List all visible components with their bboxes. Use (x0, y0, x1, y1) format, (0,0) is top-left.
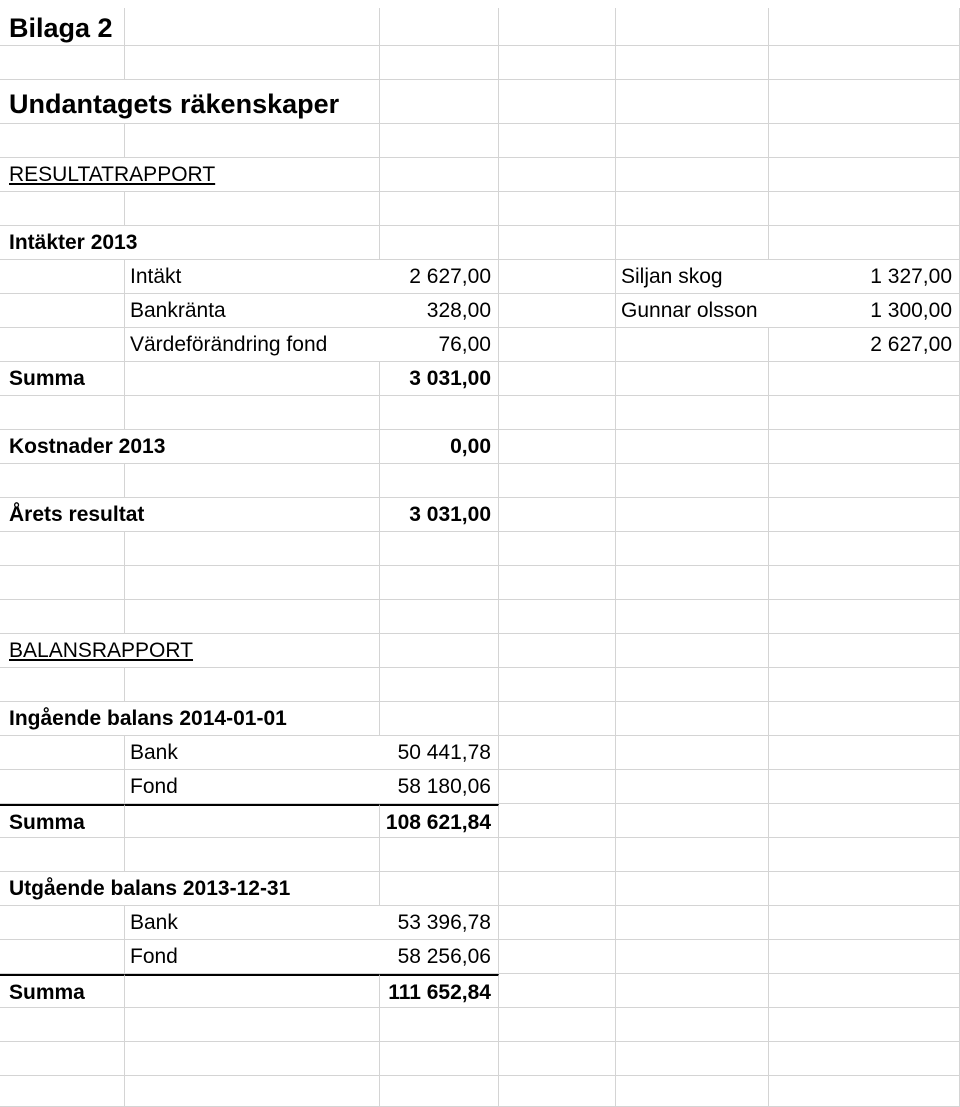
cell[interactable] (499, 634, 616, 668)
cell[interactable] (0, 1008, 125, 1042)
cell[interactable] (769, 1042, 960, 1076)
cell[interactable] (125, 1008, 380, 1042)
cell[interactable] (769, 362, 960, 396)
row-empty (0, 668, 960, 702)
cell[interactable] (125, 80, 380, 124)
cell[interactable] (616, 158, 769, 192)
cell[interactable] (0, 192, 125, 226)
cell[interactable] (125, 328, 380, 362)
cell[interactable] (499, 770, 616, 804)
cell[interactable] (616, 192, 769, 226)
cell[interactable] (380, 702, 499, 736)
row-utgaende-bank (0, 906, 960, 940)
cell[interactable] (380, 1076, 499, 1107)
cell[interactable] (0, 634, 194, 668)
cell[interactable] (0, 80, 340, 124)
cell[interactable] (499, 838, 616, 872)
cell[interactable] (380, 600, 499, 634)
arets-resultat-value: 3 031,00 (409, 503, 491, 526)
cell[interactable] (380, 294, 499, 328)
cell[interactable] (769, 600, 960, 634)
cell[interactable] (0, 838, 125, 872)
cell[interactable] (125, 770, 380, 804)
cell[interactable] (380, 464, 499, 498)
row-resultat-heading (0, 158, 960, 192)
cell[interactable] (0, 770, 125, 804)
cell[interactable] (0, 872, 291, 906)
cell[interactable] (499, 294, 616, 328)
cell[interactable] (499, 872, 616, 906)
cell[interactable] (499, 328, 616, 362)
cell[interactable] (380, 532, 499, 566)
cell[interactable] (0, 328, 125, 362)
cell[interactable] (616, 940, 769, 974)
cell[interactable] (0, 124, 125, 158)
cell[interactable] (499, 464, 616, 498)
cell[interactable] (616, 46, 769, 80)
row-subtitle (0, 80, 960, 119)
cell[interactable] (380, 906, 499, 940)
cell[interactable] (125, 804, 380, 838)
row-ingaende-fond (0, 770, 960, 804)
cell[interactable] (125, 430, 380, 464)
cell[interactable] (499, 974, 616, 1008)
cell[interactable] (380, 328, 499, 362)
cell[interactable] (380, 736, 499, 770)
cell[interactable] (0, 158, 216, 192)
ingaende-summa-value: 108 621,84 (385, 811, 491, 834)
cell[interactable] (125, 838, 380, 872)
cell[interactable] (769, 396, 960, 430)
balansrapport-heading: BALANSRAPPORT (9, 639, 194, 662)
cell[interactable] (0, 260, 125, 294)
cell[interactable] (499, 498, 616, 532)
side-label: Siljan skog (621, 265, 723, 288)
row-utgaende-heading (0, 872, 960, 906)
row-ingaende-summa (0, 804, 960, 838)
cell[interactable] (380, 872, 499, 906)
cell[interactable] (380, 1008, 499, 1042)
document-title: Bilaga 2 (9, 13, 113, 43)
cell[interactable] (125, 1076, 380, 1107)
document-subtitle: Undantagets räkenskaper (9, 89, 340, 119)
cell[interactable] (0, 362, 125, 396)
intakter-heading: Intäkter 2013 (9, 231, 138, 254)
utgaende-fond-label: Fond (130, 945, 178, 968)
cell[interactable] (125, 124, 380, 158)
row-summa (0, 362, 960, 396)
cell[interactable] (769, 158, 960, 192)
cell[interactable] (380, 192, 499, 226)
cell[interactable] (616, 8, 769, 46)
cell[interactable] (499, 260, 616, 294)
cell[interactable] (769, 838, 960, 872)
cell[interactable] (616, 668, 769, 702)
cell[interactable] (769, 668, 960, 702)
row-arets-resultat (0, 498, 960, 532)
row-ingaende-bank (0, 736, 960, 770)
ingaende-fond-label: Fond (130, 775, 178, 798)
cell[interactable] (0, 974, 125, 1008)
cell[interactable] (0, 498, 145, 532)
cell[interactable] (0, 600, 125, 634)
cell[interactable] (125, 260, 380, 294)
cell[interactable] (616, 464, 769, 498)
cell[interactable] (499, 1076, 616, 1107)
cell[interactable] (769, 804, 960, 838)
cell[interactable] (125, 294, 380, 328)
cell[interactable] (380, 8, 499, 46)
cell[interactable] (125, 940, 380, 974)
cell[interactable] (0, 430, 166, 464)
cell[interactable] (616, 80, 769, 124)
cell[interactable] (125, 566, 380, 600)
cell[interactable] (616, 498, 769, 532)
cell[interactable] (769, 260, 960, 294)
cell[interactable] (125, 872, 380, 906)
utgaende-fond-value: 58 256,06 (397, 945, 491, 968)
cell[interactable] (380, 770, 499, 804)
cell[interactable] (380, 634, 499, 668)
cell[interactable] (616, 634, 769, 668)
cell[interactable] (0, 566, 125, 600)
cell[interactable] (616, 974, 769, 1008)
row-empty (0, 532, 960, 566)
cell[interactable] (380, 158, 499, 192)
cell[interactable] (616, 328, 769, 362)
row-ingaende-heading (0, 702, 960, 736)
cell[interactable] (616, 702, 769, 736)
cell[interactable] (499, 430, 616, 464)
cell[interactable] (0, 668, 125, 702)
cell[interactable] (125, 158, 380, 192)
cell[interactable] (380, 668, 499, 702)
cell[interactable] (499, 46, 616, 80)
cell[interactable] (125, 906, 380, 940)
cell[interactable] (499, 736, 616, 770)
cell[interactable] (769, 124, 960, 158)
side-value: 1 327,00 (870, 265, 952, 288)
cell[interactable] (616, 362, 769, 396)
resultatrapport-heading: RESULTATRAPPORT (9, 163, 216, 186)
cell[interactable] (380, 362, 499, 396)
row-empty (0, 464, 960, 498)
ingaende-heading: Ingående balans 2014-01-01 (9, 707, 287, 730)
cell[interactable] (499, 702, 616, 736)
cell[interactable] (125, 668, 380, 702)
row-empty (0, 1042, 960, 1076)
cell[interactable] (499, 80, 616, 124)
cell[interactable] (499, 804, 616, 838)
cell[interactable] (616, 226, 769, 260)
cell[interactable] (125, 600, 380, 634)
cell[interactable] (0, 1076, 125, 1107)
row-title (0, 8, 960, 42)
cell[interactable] (616, 396, 769, 430)
cell[interactable] (125, 362, 380, 396)
row-kostnader (0, 430, 960, 464)
row-vardeforandring (0, 328, 960, 362)
cell[interactable] (0, 8, 125, 46)
cell[interactable] (616, 600, 769, 634)
cell[interactable] (380, 260, 499, 294)
utgaende-bank-label: Bank (130, 911, 178, 934)
utgaende-bank-value: 53 396,78 (397, 911, 491, 934)
summa-value: 3 031,00 (409, 367, 491, 390)
cell[interactable] (769, 974, 960, 1008)
cell[interactable] (769, 566, 960, 600)
row-empty (0, 1076, 960, 1107)
cell[interactable] (769, 464, 960, 498)
cell[interactable] (125, 498, 380, 532)
cell[interactable] (769, 1008, 960, 1042)
cell[interactable] (0, 46, 125, 80)
row-utgaende-fond (0, 940, 960, 974)
row-empty (0, 600, 960, 634)
ingaende-fond-value: 58 180,06 (397, 775, 491, 798)
row-empty (0, 838, 960, 872)
cell[interactable] (125, 192, 380, 226)
cell[interactable] (380, 940, 499, 974)
cell[interactable] (380, 838, 499, 872)
cell[interactable] (380, 566, 499, 600)
cell[interactable] (125, 974, 380, 1008)
cell[interactable] (380, 80, 499, 124)
cell[interactable] (499, 668, 616, 702)
cell[interactable] (499, 1042, 616, 1076)
intakt-label: Intäkt (130, 265, 182, 288)
cell[interactable] (616, 532, 769, 566)
cell[interactable] (616, 566, 769, 600)
cell[interactable] (499, 1008, 616, 1042)
cell[interactable] (616, 294, 769, 328)
cell[interactable] (499, 566, 616, 600)
cell[interactable] (0, 532, 125, 566)
cell[interactable] (0, 804, 125, 838)
cell[interactable] (0, 1042, 125, 1076)
row-utgaende-summa (0, 974, 960, 1008)
bankranta-label: Bankränta (130, 299, 226, 322)
cell[interactable] (380, 430, 499, 464)
cell[interactable] (769, 226, 960, 260)
ingaende-bank-label: Bank (130, 741, 178, 764)
cell[interactable] (499, 532, 616, 566)
cell[interactable] (0, 464, 125, 498)
cell[interactable] (499, 396, 616, 430)
cell[interactable] (769, 80, 960, 124)
cell[interactable] (769, 532, 960, 566)
cell[interactable] (616, 872, 769, 906)
cell[interactable] (769, 634, 960, 668)
cell[interactable] (125, 634, 380, 668)
cell[interactable] (616, 430, 769, 464)
cell[interactable] (499, 362, 616, 396)
row-empty (0, 192, 960, 226)
vardeforandring-value: 76,00 (438, 333, 491, 356)
cell[interactable] (769, 872, 960, 906)
cell[interactable] (769, 192, 960, 226)
cell[interactable] (499, 226, 616, 260)
cell[interactable] (0, 940, 125, 974)
cell[interactable] (769, 8, 960, 46)
cell[interactable] (125, 532, 380, 566)
cell[interactable] (499, 600, 616, 634)
cell[interactable] (616, 770, 769, 804)
cell[interactable] (616, 1076, 769, 1107)
cell[interactable] (769, 328, 960, 362)
cell[interactable] (616, 124, 769, 158)
kostnader-label: Kostnader 2013 (9, 435, 166, 458)
row-intakt (0, 260, 960, 294)
cell[interactable] (616, 804, 769, 838)
cell[interactable] (769, 702, 960, 736)
side-total-value: 2 627,00 (870, 333, 952, 356)
arets-resultat-label: Årets resultat (9, 503, 145, 526)
cell[interactable] (380, 1042, 499, 1076)
cell[interactable] (769, 736, 960, 770)
cell[interactable] (125, 396, 380, 430)
cell[interactable] (769, 940, 960, 974)
cell[interactable] (380, 498, 499, 532)
cell[interactable] (499, 192, 616, 226)
cell[interactable] (616, 736, 769, 770)
utgaende-summa-label: Summa (9, 981, 85, 1004)
cell[interactable] (616, 838, 769, 872)
row-empty (0, 1008, 960, 1042)
cell[interactable] (499, 158, 616, 192)
cell[interactable] (125, 736, 380, 770)
summa-label: Summa (9, 367, 85, 390)
side-label: Gunnar olsson (621, 299, 758, 322)
cell[interactable] (380, 46, 499, 80)
bankranta-value: 328,00 (426, 299, 491, 322)
cell[interactable] (0, 906, 125, 940)
cell[interactable] (616, 260, 769, 294)
cell[interactable] (769, 294, 960, 328)
cell[interactable] (0, 226, 138, 260)
cell[interactable] (769, 498, 960, 532)
row-empty (0, 46, 960, 80)
cell[interactable] (125, 226, 380, 260)
utgaende-summa-value: 111 652,84 (388, 981, 491, 1004)
ingaende-bank-value: 50 441,78 (397, 741, 491, 764)
ingaende-summa-label: Summa (9, 811, 85, 834)
vardeforandring-label: Värdeförändring fond (130, 333, 328, 356)
side-value: 1 300,00 (870, 299, 952, 322)
row-empty (0, 124, 960, 158)
kostnader-value: 0,00 (450, 435, 491, 458)
cell[interactable] (769, 770, 960, 804)
cell[interactable] (499, 940, 616, 974)
row-balans-heading (0, 634, 960, 668)
row-intakter-heading (0, 226, 960, 260)
cell[interactable] (125, 46, 380, 80)
cell[interactable] (616, 1042, 769, 1076)
cell[interactable] (499, 8, 616, 46)
cell[interactable] (769, 46, 960, 80)
cell[interactable] (616, 906, 769, 940)
cell[interactable] (0, 396, 125, 430)
cell[interactable] (380, 974, 499, 1008)
cell[interactable] (380, 226, 499, 260)
cell[interactable] (0, 736, 125, 770)
cell[interactable] (0, 702, 287, 736)
cell[interactable] (616, 1008, 769, 1042)
cell[interactable] (769, 906, 960, 940)
cell[interactable] (769, 1076, 960, 1107)
row-bankranta (0, 294, 960, 328)
row-empty (0, 566, 960, 600)
cell[interactable] (125, 464, 380, 498)
row-empty (0, 396, 960, 430)
cell[interactable] (125, 8, 380, 46)
cell[interactable] (125, 702, 380, 736)
cell[interactable] (499, 124, 616, 158)
intakt-value: 2 627,00 (409, 265, 491, 288)
cell[interactable] (380, 396, 499, 430)
utgaende-heading: Utgående balans 2013-12-31 (9, 877, 291, 900)
cell[interactable] (499, 906, 616, 940)
cell[interactable] (125, 1042, 380, 1076)
cell[interactable] (0, 294, 125, 328)
cell[interactable] (380, 804, 499, 838)
cell[interactable] (380, 124, 499, 158)
cell[interactable] (769, 430, 960, 464)
